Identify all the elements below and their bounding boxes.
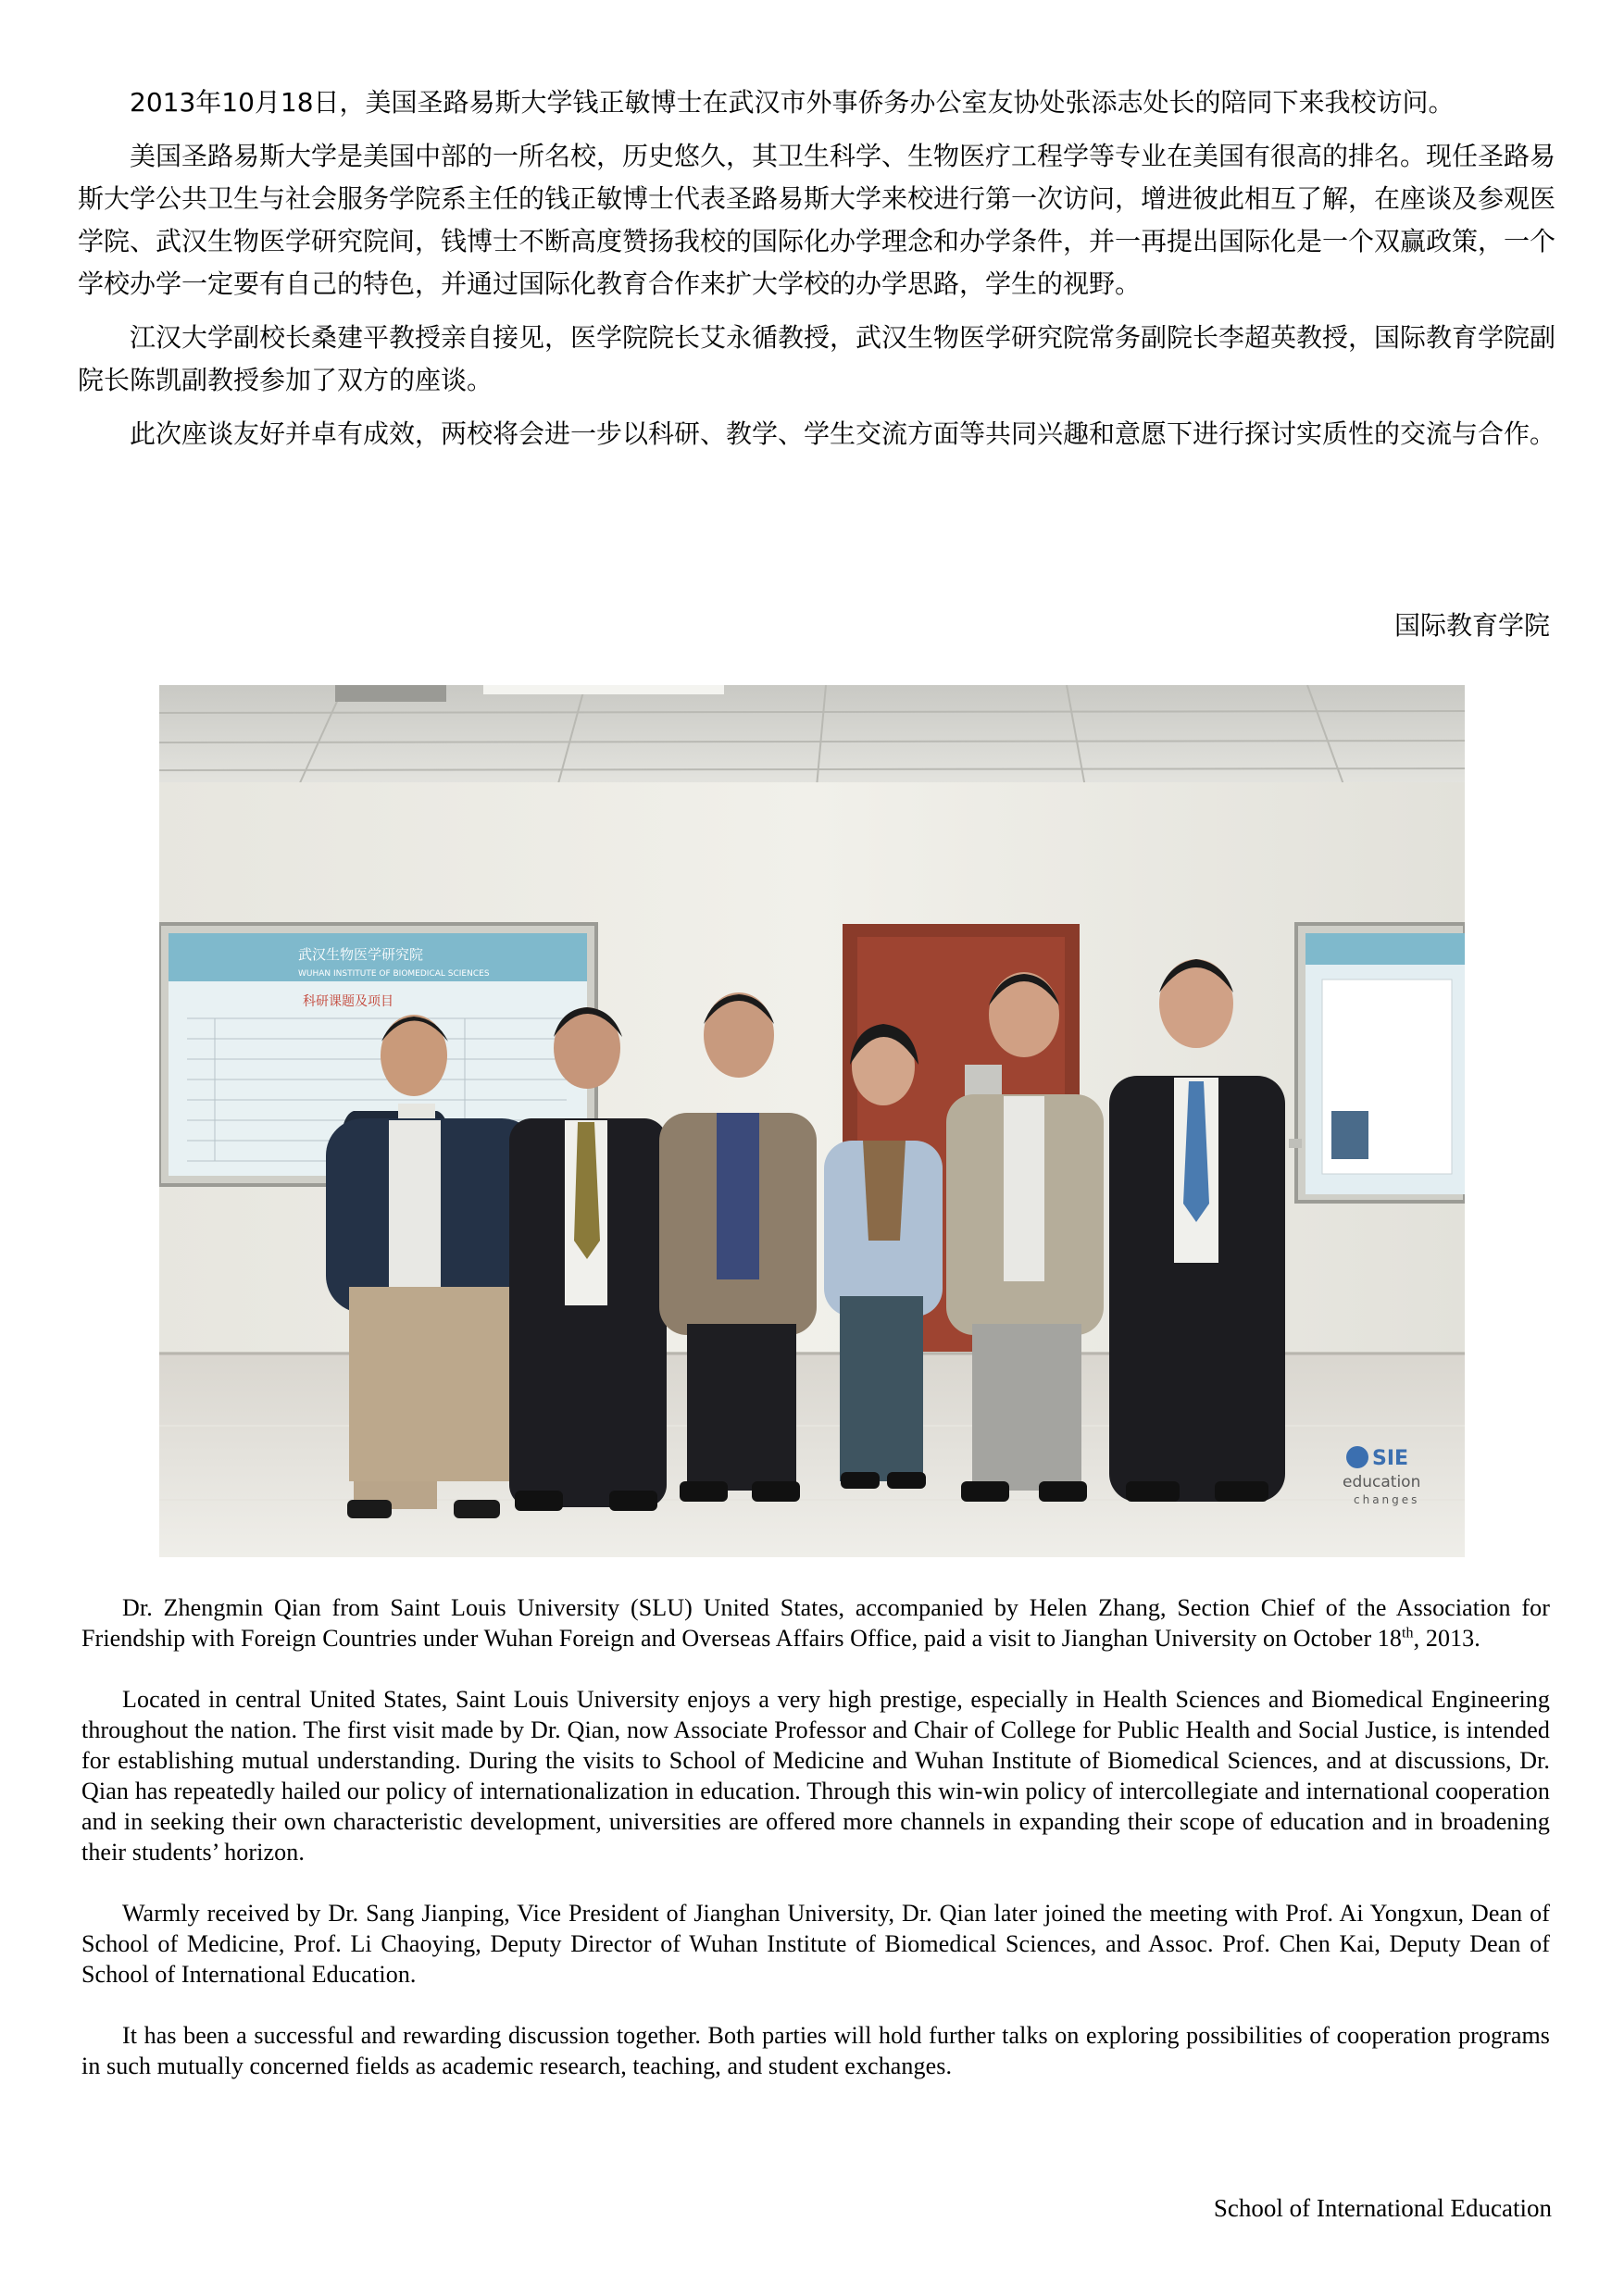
chinese-paragraph-3: 江汉大学副校长桑建平教授亲自接见，医学院院长艾永循教授，武汉生物医学研究院常务副院长李超英教授，国际教育学院副院长陈凯副教授参加了双方的座谈。 [78,322,1556,395]
english-paragraph-1 [81,1592,1550,1653]
english-paragraph-1-text: Dr. Zhengmin Qian from Saint Louis University (SLU) United States, accompanied by Helen Zhang, Section Chief of the Association for Friendship with Foreign Countries under Wuhan Foreign and Overseas Affairs Office, paid a visit to Jianghan University on October 18 [81,1594,1550,1652]
chinese-paragraph-2: 美国圣路易斯大学是美国中部的一所名校，历史悠久，其卫生科学、生物医疗工程学等专业在美国有很高的排名。现任圣路易斯大学公共卫生与社会服务学院系主任的钱正敏博士代表圣路易斯大学来校进行第一次访问，增进彼此相互了解，在座谈及参观医学院、武汉生物医学研究院间，钱博士不断高度赞扬我校的国际化办学理念和办学条件，并一再提出国际化是一个双赢政策，一个学校办学一定要有自己的特色，并通过国际化教育合作来扩大学校的办学思路，学生的视野。 [78,141,1556,299]
ordinal-suffix: th [1402,1625,1414,1641]
english-article [81,1592,1550,2081]
chinese-signature: 国际教育学院 [1393,610,1550,641]
english-signature: School of International Education [1213,2194,1552,2222]
group-photo-illustration [159,685,1465,1557]
watermark-line1: education [1343,1473,1421,1491]
english-paragraph-2: Located in central United States, Saint Louis University enjoys a very high prestige, especially in Health Sciences and Biomedical Engineering throughout the nation. The first visit made by Dr. Qian, now Associate Professor and Chair of College for Public Health and Social Justice, is intended for establishing mutual understanding. During the visits to School of Medicine and Wuhan Institute of Biomedical Sciences, and at discussions, Dr. Qian has repeatedly hailed our policy of internationalization in education. Through this win-win policy of intercollegiate and international cooperation and in seeking their own characteristic development, universities are offered more channels in expanding their scope of education and in broadening their students’ horizon. [81,1686,1550,1866]
board-subtitle: 科研课题及项目 [303,994,394,1009]
board-title-en: WUHAN INSTITUTE OF BIOMEDICAL SCIENCES [298,969,490,979]
group-photo [159,685,1465,1557]
watermark-brand: SIE [1372,1447,1409,1470]
chinese-paragraph-4: 此次座谈友好并卓有成效，两校将会进一步以科研、教学、学生交流方面等共同兴趣和意愿下进行探讨实质性的交流与合作。 [130,418,1556,449]
english-paragraph-3: Warmly received by Dr. Sang Jianping, Vice President of Jianghan University, Dr. Qian later joined the meeting with Prof. Ai Yongxun, Dean of School of Medicine, Prof. Li Chaoying, Deputy Director of Wuhan Institute of Biomedical Sciences, and Assoc. Prof. Chen Kai, Deputy Dean of School of International Education. [81,1900,1550,1988]
english-paragraph-4: It has been a successful and rewarding discussion together. Both parties will hold further talks on exploring possibilities of cooperation programs in such mutually concerned fields as academic research, teaching, and student exchanges. [81,2022,1550,2079]
watermark-line2: changes [1354,1493,1420,1506]
chinese-paragraph-1: 2013年10月18日，美国圣路易斯大学钱正敏博士在武汉市外事侨务办公室友协处张添志处长的陪同下来我校访问。 [130,87,1455,118]
english-paragraph-1-end: , 2013. [1413,1625,1480,1652]
board-title-cn: 武汉生物医学研究院 [298,946,424,963]
chinese-article [78,81,1555,455]
